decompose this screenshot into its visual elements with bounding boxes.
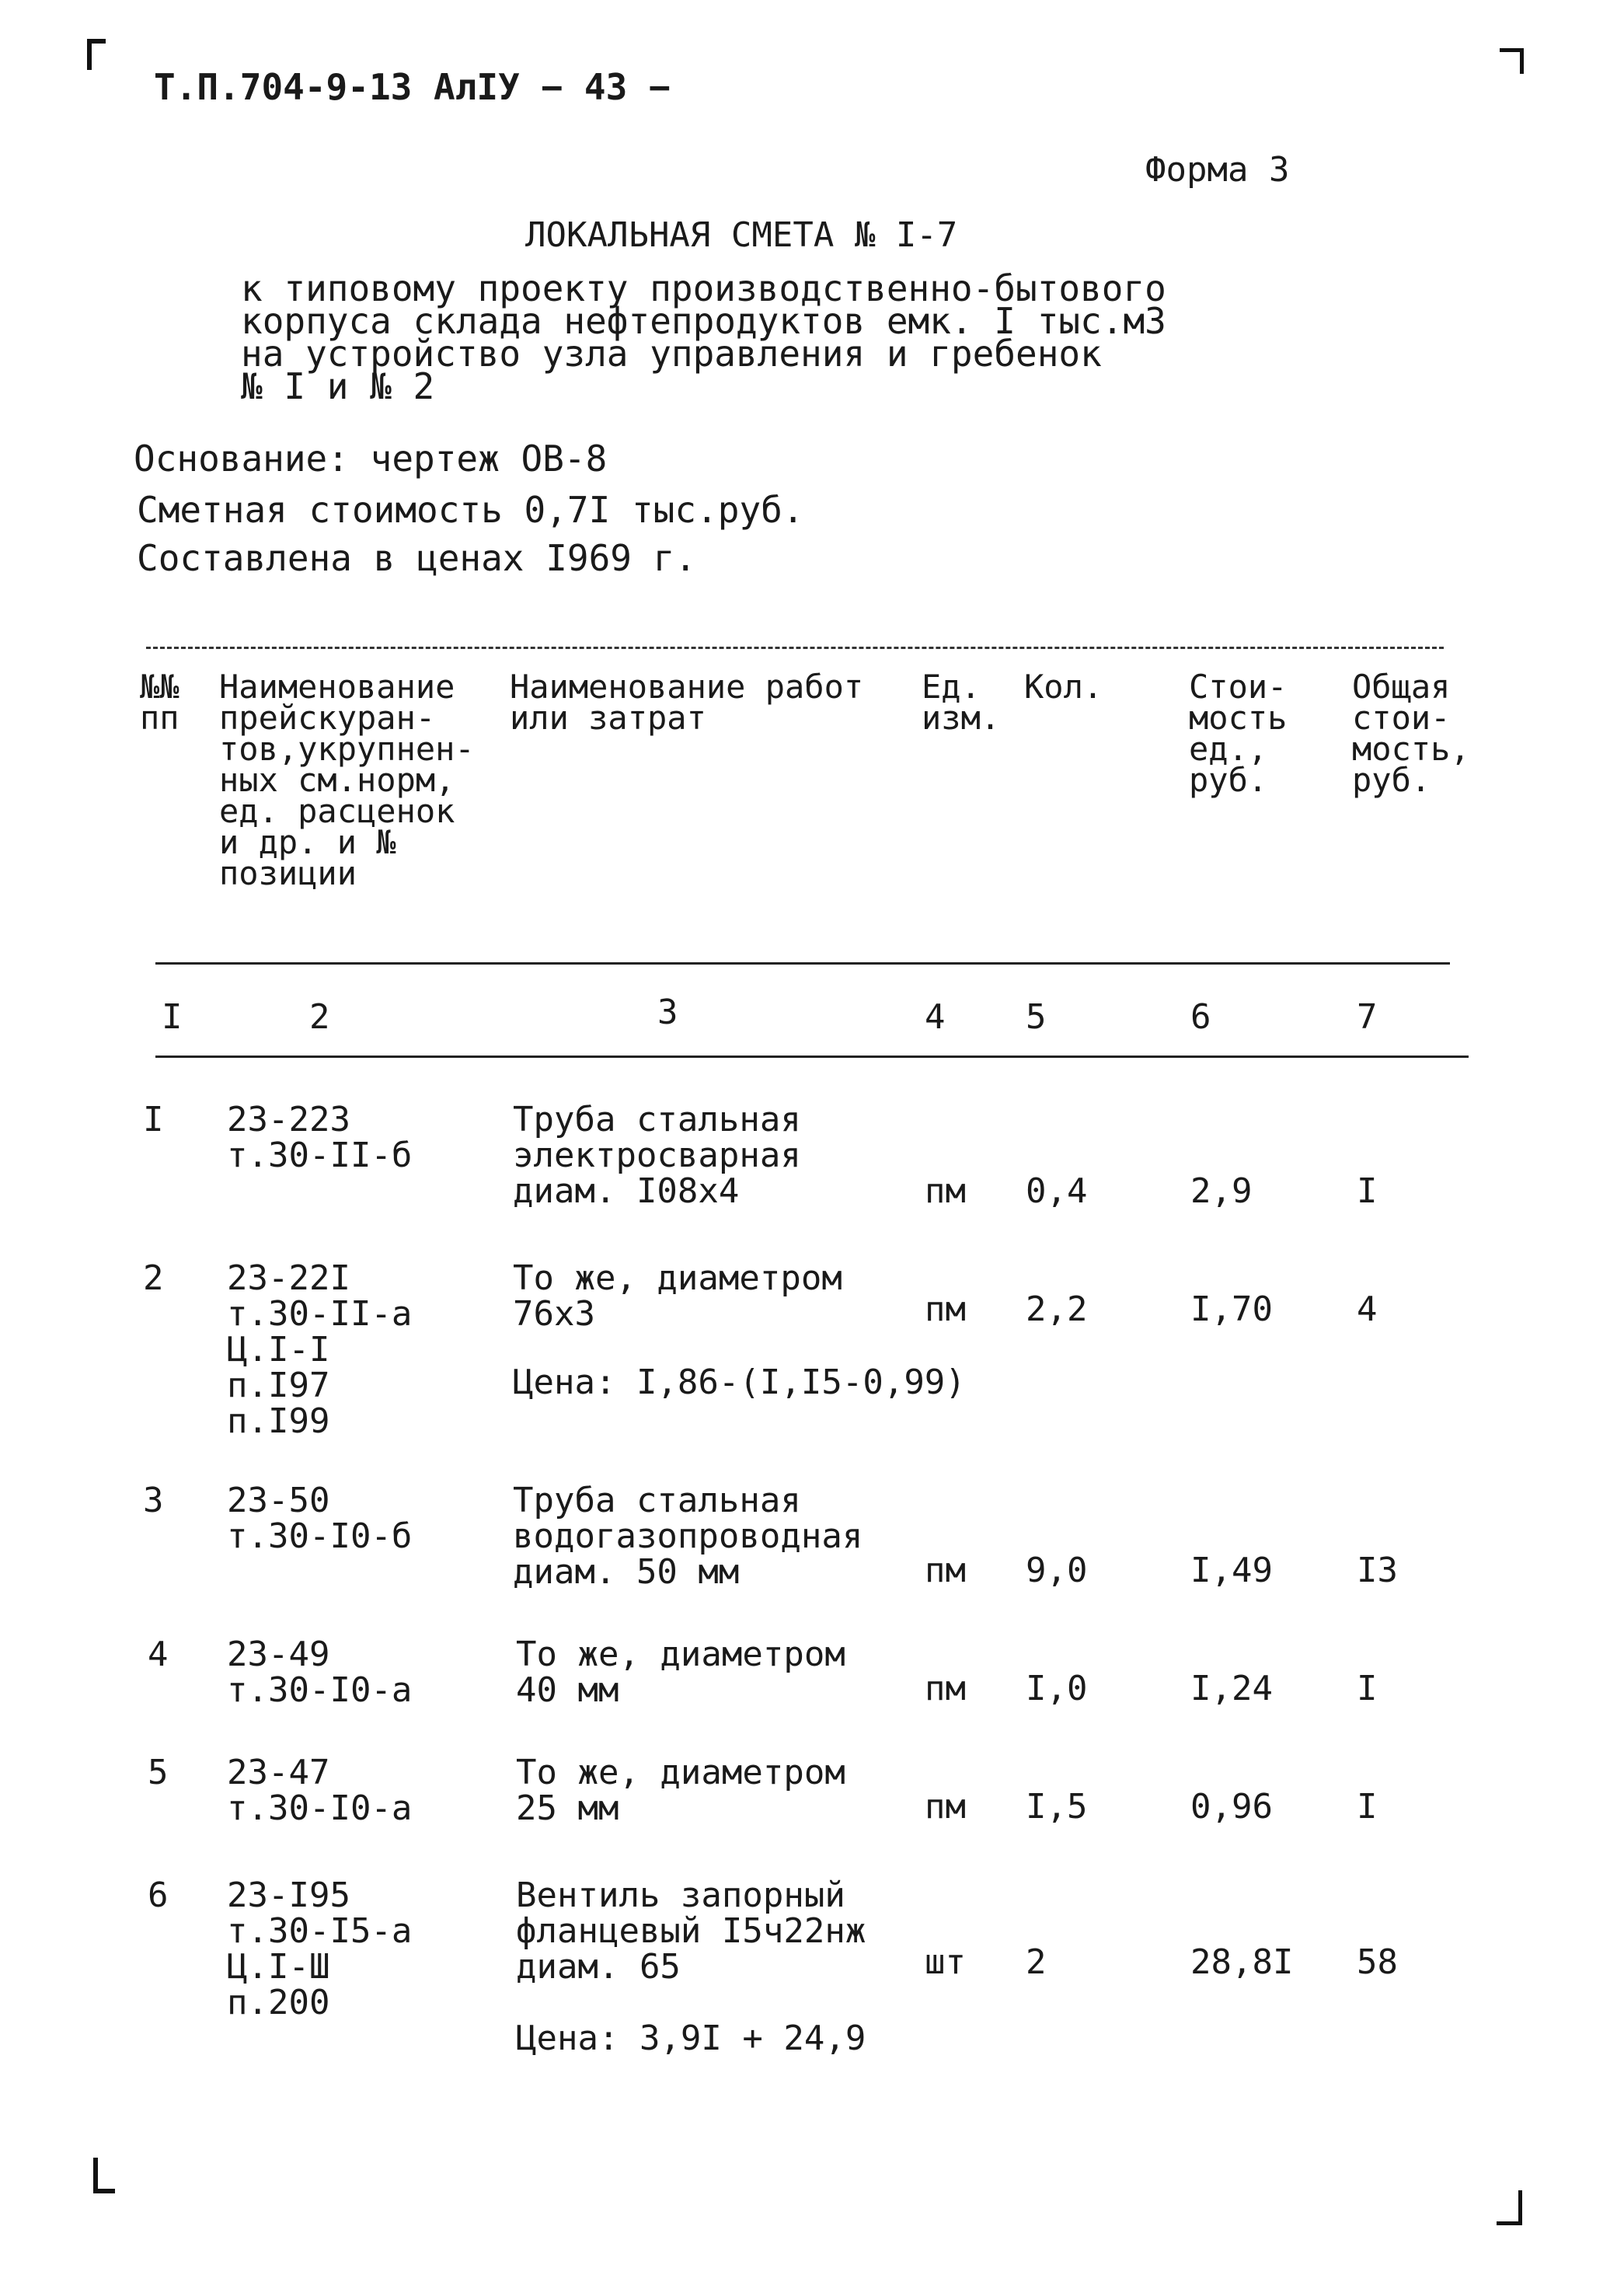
column-number: 6 <box>1190 997 1211 1037</box>
row-name: То же, диаметром 76х3 <box>513 1258 842 1334</box>
row-unit: пм <box>925 1289 966 1329</box>
row-qty: 2,2 <box>1026 1289 1088 1329</box>
corner-mark-top-left <box>87 39 106 70</box>
row-unit-cost: I,49 <box>1190 1551 1273 1590</box>
row-name: Труба стальная водогазопроводная диам. 50 мм <box>513 1481 863 1592</box>
row-unit: пм <box>925 1171 966 1211</box>
row-code: 23-47 т.30-I0-а <box>227 1753 413 1828</box>
row-qty: 9,0 <box>1026 1551 1088 1590</box>
table-top-rule <box>146 647 1444 649</box>
row-number: 3 <box>143 1481 164 1520</box>
form-label: Форма 3 <box>1145 150 1290 190</box>
row-code: 23-22I т.30-II-а Ц.I-I п.I97 п.I99 <box>227 1258 413 1441</box>
row-name: То же, диаметром 25 мм <box>516 1753 845 1828</box>
header-col-name: Наименование работ или затрат <box>510 668 864 737</box>
header-col-unit-cost: Стои- мость ед., руб. <box>1189 668 1288 799</box>
document-title: ЛОКАЛЬНАЯ СМЕТА № I-7 <box>525 215 958 255</box>
subtitle-line: на устройство узла управления и гребенок <box>241 333 1102 375</box>
row-code: 23-50 т.30-I0-б <box>227 1481 413 1556</box>
header-col-unit: Ед. изм. <box>922 668 1001 737</box>
row-total: I <box>1357 1669 1378 1708</box>
corner-mark-top-right <box>1500 48 1524 74</box>
row-qty: I,5 <box>1026 1787 1088 1827</box>
column-number: 4 <box>925 997 946 1037</box>
estimated-cost-line: Сметная стоимость 0,7I тыс.руб. <box>137 489 804 531</box>
row-price-note: Цена: I,86-(I,I5-0,99) <box>513 1363 966 1402</box>
row-total: 58 <box>1357 1942 1398 1982</box>
subtitle-line: корпуса склада нефтепродуктов емк. I тыс.м3 <box>241 300 1166 342</box>
row-unit: пм <box>925 1669 966 1708</box>
price-base-line: Составлена в ценах I969 г. <box>137 537 697 579</box>
row-unit-cost: I,24 <box>1190 1669 1273 1708</box>
row-code: 23-223 т.30-II-б <box>227 1100 413 1175</box>
column-number: 2 <box>309 997 330 1037</box>
row-name: Труба стальная электросварная диам. I08х4 <box>513 1100 801 1211</box>
row-name: Вентиль запорный фланцевый I5ч22нж диам. 65 <box>516 1876 866 1987</box>
row-name: То же, диаметром 40 мм <box>516 1635 845 1710</box>
header-col-code: Наименование прейскуран- тов,укрупнен- ных см.норм, ед. расценок и др. и № позиции <box>219 668 475 892</box>
row-total: I <box>1357 1171 1378 1211</box>
header-col-qty: Кол. <box>1024 668 1103 706</box>
row-number: 4 <box>148 1635 169 1674</box>
column-number: 5 <box>1026 997 1047 1037</box>
row-number: 5 <box>148 1753 169 1792</box>
row-unit: шт <box>925 1942 966 1982</box>
table-header-bottom-rule <box>155 962 1450 965</box>
row-price-note: Цена: 3,9I + 24,9 <box>516 2019 866 2058</box>
row-total: I3 <box>1357 1551 1398 1590</box>
document-reference: Т.П.704-9-13 АлIУ − 43 − <box>154 66 671 108</box>
header-col-num: №№ пп <box>140 668 179 737</box>
corner-mark-bottom-right <box>1497 2190 1522 2225</box>
header-col-total: Общая стои- мость, руб. <box>1352 668 1470 799</box>
row-unit: пм <box>925 1787 966 1827</box>
row-qty: 2 <box>1026 1942 1047 1982</box>
row-unit: пм <box>925 1551 966 1590</box>
row-unit-cost: 0,96 <box>1190 1787 1273 1827</box>
column-number: 3 <box>657 993 678 1032</box>
subtitle-line: № I и № 2 <box>241 365 435 407</box>
column-number: I <box>162 997 183 1037</box>
row-number: 6 <box>148 1876 169 1915</box>
row-number: 2 <box>143 1258 164 1298</box>
row-unit-cost: I,70 <box>1190 1289 1273 1329</box>
row-number: I <box>143 1100 164 1139</box>
row-qty: I,0 <box>1026 1669 1088 1708</box>
basis-line: Основание: чертеж ОВ-8 <box>134 438 608 480</box>
row-qty: 0,4 <box>1026 1171 1088 1211</box>
column-number: 7 <box>1357 997 1378 1037</box>
row-total: I <box>1357 1787 1378 1827</box>
row-total: 4 <box>1357 1289 1378 1329</box>
column-numbers-bottom-rule <box>155 1056 1469 1058</box>
row-code: 23-I95 т.30-I5-а Ц.I-Ш п.200 <box>227 1876 413 2022</box>
corner-mark-bottom-left <box>93 2158 115 2193</box>
row-code: 23-49 т.30-I0-а <box>227 1635 413 1710</box>
subtitle-line: к типовому проекту производственно-бытового <box>241 267 1166 309</box>
row-unit-cost: 28,8I <box>1190 1942 1294 1982</box>
row-unit-cost: 2,9 <box>1190 1171 1253 1211</box>
